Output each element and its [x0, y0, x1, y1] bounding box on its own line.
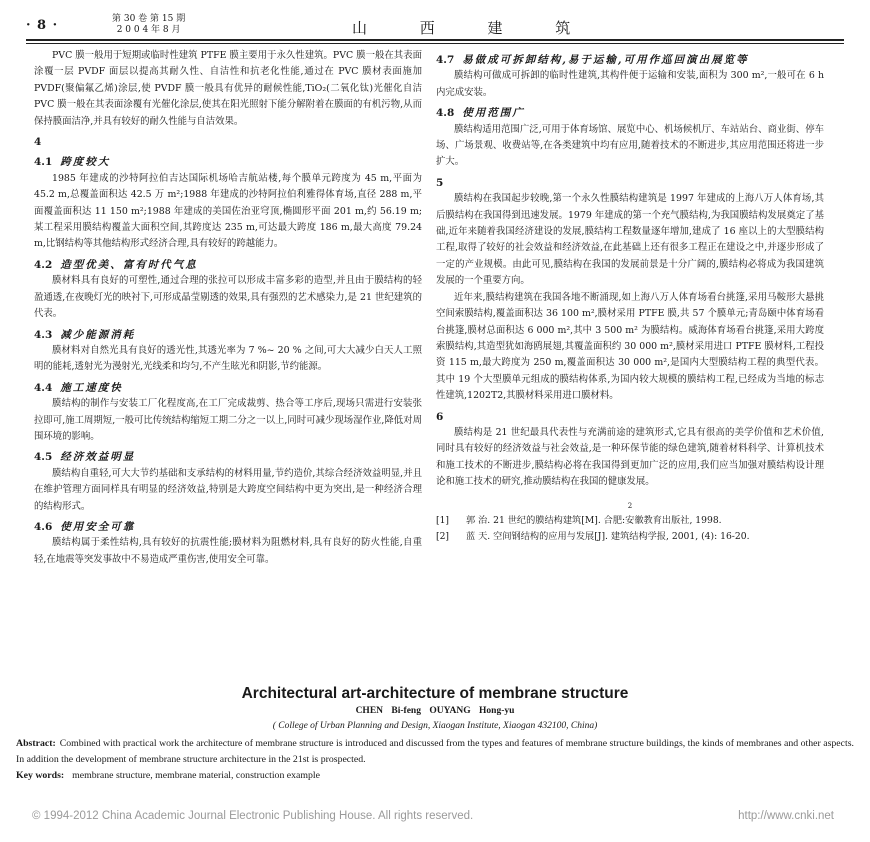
- section-heading: [436, 52, 824, 68]
- section-title: 跨度较大: [60, 156, 111, 169]
- keywords-text: membrane structure, membrane material, construction example: [72, 770, 320, 782]
- section-number: 4.7: [436, 54, 455, 66]
- section-number: 4.4: [34, 381, 53, 394]
- chapter-number: 5: [436, 176, 444, 189]
- references: [436, 501, 824, 545]
- section-number: 4.2: [34, 258, 53, 271]
- body-paragraph: 膜结构属于柔性结构,具有较好的抗震性能;膜材料为阻燃材料,具有良好的防火性能,自重轻,在地震等突发事故中不易造成严重伤害,使用安全可靠。: [34, 537, 422, 565]
- body-paragraph: PVC 膜一般用于短期或临时性建筑 PTFE 膜主要用于永久性建筑。PVC 膜一般在其表面涂覆一层 PVDF 面层以提高其耐久性、自洁性和抗老化性能,通过在 PVC 膜材表面施加 PVDF(聚偏氟乙烯)涂层,使 PVDF 膜一般具有优异的耐候性能,TiO₂(二氧化钛)光催化自洁 PVC 膜一般在其表面涂覆有光催化涂层,使其在阳光照射下能分解附着在膜面的有机污物,从而保持膜面洁净,并具有较好的耐久性能与自洁效果。: [34, 50, 422, 127]
- volume-info: [112, 14, 185, 36]
- date-line: 2 0 0 4 年 8 月: [116, 25, 181, 35]
- body-paragraph: 膜结构是 21 世纪最具代表性与充满前途的建筑形式,它具有很高的美学价值和艺术价值,同时具有较好的经济效益与社会效益,是一种环保节能的绿色建筑,随着材料科学、计算机技术和施工技术的不断进步,膜结构必将在我国得到更加广泛的应用,我们应当加强对膜结构设计理论和施工技术的研究,推动膜结构在我国的健康发展。: [436, 426, 824, 488]
- page-footer: [16, 810, 854, 826]
- english-abstract: [16, 684, 854, 784]
- journal-name: 山 西 建 筑: [352, 19, 595, 37]
- section-number: 4.8: [436, 107, 455, 120]
- cnki-link[interactable]: http://www.cnki.net: [738, 810, 834, 822]
- reference-number: [2]: [436, 530, 450, 542]
- reference-item: [436, 529, 824, 545]
- section-title: 使用安全可靠: [60, 520, 136, 533]
- section-heading: [34, 327, 422, 343]
- section-heading: [436, 105, 824, 121]
- body-paragraph: 膜结构在我国起步较晚,第一个永久性膜结构建筑是 1997 年建成的上海八万人体育场,其后膜结构在我国得到迅速发展。1979 年建成的第一个充气膜结构,为我国膜结构发展奠定了基础,近年来随着我国经济建设的发展,膜结构工程数量逐年增加,建成了 16 座以上的大型膜结构工程,取得了较好的社会效益和经济效益,在此基础上还有很多工程正在建设之中,并逐步形成了一定的产业规模。由此可见,膜结构在我国的发展前景是十分广阔的,膜结构必将成为我国建筑发展的一个重要方向。: [436, 193, 824, 287]
- reference-text: 郭 治. 21 世纪的膜结构建筑[M]. 合肥:安徽教育出版社, 1998.: [466, 514, 722, 526]
- section-title: 造型优美、富有时代气息: [60, 258, 198, 271]
- abstract-label: Abstract:: [16, 738, 56, 749]
- page-header: [26, 14, 844, 40]
- section-heading: [34, 257, 422, 273]
- keywords-label: Key words:: [16, 770, 65, 782]
- left-column: [34, 48, 422, 648]
- english-authors: CHEN Bi-feng OUYANG Hong-yu: [355, 706, 515, 716]
- english-title: Architectural art-architecture of membrane structure: [241, 685, 629, 702]
- section-title: 施工速度快: [60, 381, 123, 394]
- body-paragraph: 膜结构的制作与安装工厂化程度高,在工厂完成裁剪、热合等工序后,现场只需进行安装张拉即可,施工周期短,一般可比传统结构缩短工期二分之一以上,同时可减少现场湿作业,降低对周围环境的影响。: [34, 398, 422, 442]
- header-rule-thin: [26, 43, 844, 44]
- body-paragraph: 膜材料具有良好的可塑性,通过合理的张拉可以形成丰富多彩的造型,并且由于膜结构的轻盈通透,在夜晚灯光的映衬下,可形成晶莹剔透的效果,具有强烈的艺术感染力,是 21 世纪建筑的代表。: [34, 275, 422, 320]
- reference-page-mark: 2: [627, 501, 633, 510]
- section-title: 使用范围广: [462, 107, 525, 120]
- section-number: 4.3: [34, 328, 53, 341]
- body-paragraph: 膜结构可做成可拆卸的临时性建筑,其构件便于运输和安装,面积为 300 m²,一般可在 6 h 内完成安装。: [436, 70, 824, 98]
- body-paragraph: 近年来,膜结构建筑在我国各地不断涌现,如上海八万人体育场看台挑篷,采用马鞍形大悬挑空间索膜结构,覆盖面积达 36 100 m²,膜材采用 PTFE 膜,共 57 个膜单元;青岛颐中体育场看台挑篷,膜材总面积达 6 000 m²,其中 3 500 m² 为膜结构。威海体育场看台挑篷,采用大跨度索膜结构,其造型犹如海鸥展翅,其覆盖面积约 30 000 m²,膜材采用进口 PTFE 膜材料,工程投资 115 m,最大跨度为 250 m,覆盖面积达 30 000 m²,是国内大型膜结构工程的典型代表。其中 19 个大型膜单元组成的膜结构体系,为国内较大规模的膜结构工程,已经成为当地的标志性建筑,1202T2,其膜材料采用进口膜材料。: [436, 291, 824, 402]
- section-number: 4.5: [34, 451, 53, 464]
- section-title: 减少能源消耗: [60, 328, 136, 341]
- copyright-notice: © 1994-2012 China Academic Journal Electronic Publishing House. All rights reserved.: [32, 810, 474, 822]
- reference-number: [1]: [436, 514, 450, 526]
- section-heading: [34, 449, 422, 465]
- keywords: [16, 768, 854, 784]
- reference-item: [436, 513, 824, 529]
- body-paragraph: 膜材料对自然光具有良好的透光性,其透光率为 7 %~ 20 % 之间,可大大减少白天人工照明的能耗,透射光为漫射光,光线柔和均匀,不产生眩光和阴影,节约能源。: [34, 344, 422, 373]
- section-heading: [34, 380, 422, 396]
- chapter-number: 6: [436, 410, 444, 423]
- section-heading: [34, 519, 422, 535]
- right-column-body: [436, 52, 824, 491]
- section-number: 4.6: [34, 520, 53, 533]
- body-paragraph: 膜结构自重轻,可大大节约基础和支承结构的材料用量,节约造价,其综合经济效益明显,并且在维护管理方面同样具有明显的经济效益,特别是大跨度空间结构中更为突出,是一种经济合理的结构形式。: [34, 467, 422, 512]
- section-heading: [34, 154, 422, 170]
- english-affiliation: ( College of Urban Planning and Design, Xiaogan Institute, Xiaogan 432100, China): [272, 721, 598, 731]
- section-number: 4.1: [34, 156, 53, 169]
- right-column: [436, 48, 824, 660]
- body-paragraph: 1985 年建成的沙特阿拉伯吉达国际机场哈吉航站楼,每个膜单元跨度为 45 m,平面为 45.2 m,总覆盖面积达 42.5 万 m²;1988 年建成的沙特阿拉伯利雅得体育场,直径 288 m,平面覆盖面积达 11 150 m²;1988 年建成的美国佐治亚穹顶,椭圆形平面 201 m,约 56.19 m;某工程采用膜结构覆盖大面积空间,其跨度达 235 m,可达最大跨度 186 m,最大高度 79.24 m,比钢结构等其他结构形式经济合理,具有较好的跨越能力。: [34, 172, 422, 250]
- reference-text: 蓝 天. 空间钢结构的应用与发展[J]. 建筑结构学报, 2001, (4): 16-20.: [466, 530, 750, 542]
- header-rule-thick: [26, 39, 844, 41]
- body-paragraph: 膜结构适用范围广泛,可用于体育场馆、展览中心、机场候机厅、车站站台、商业街、停车场、广场景观、收费站等,在各类建筑中均有应用,随着技术的不断进步,其应用范围还将进一步扩大。: [436, 123, 824, 168]
- section-title: 易做成可拆卸结构,易于运输,可用作巡回演出展览等: [462, 54, 749, 66]
- section-title: 经济效益明显: [60, 451, 136, 464]
- abstract-paragraph: [16, 736, 854, 768]
- chapter-number: 4: [34, 136, 42, 149]
- abstract-text: Combined with practical work the architecture of membrane structure is introduced and discussed from the types and features of membrane structure buildings, the kinds of membranes and other aspects. In addition the development of membrane structure architecture in the 21st is prospected.: [16, 738, 854, 766]
- volume-line: 第 30 卷 第 15 期: [112, 14, 186, 24]
- page-number: · 8 ·: [26, 18, 59, 33]
